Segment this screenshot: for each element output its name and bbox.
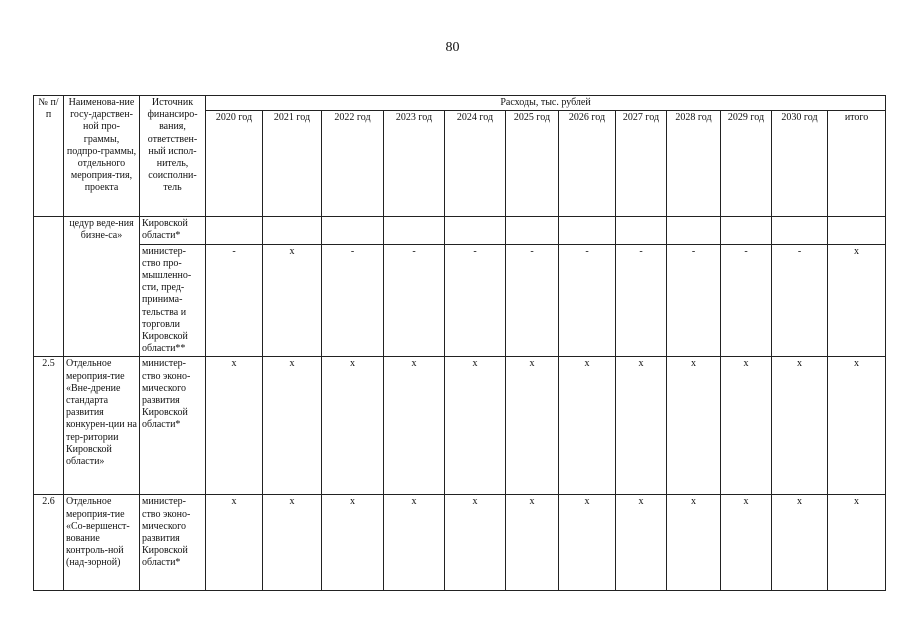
row-number: 2.6: [34, 495, 64, 591]
row-source: министер-ство эконо-мического развития Кировской области*: [140, 357, 206, 495]
header-name: Наименова-ние госу-дарствен-ной про-граммы, подпро-граммы, отдельного мероприя-тия, проекта: [64, 96, 140, 217]
value-cell: [721, 217, 772, 244]
value-cell: [559, 217, 616, 244]
value-cell: [667, 217, 721, 244]
row-name: Отдельное мероприя-тие «Вне-дрение стандарта развития конкурен-ции на тер-ритории Кировской области»: [64, 357, 140, 495]
value-cell: [384, 217, 445, 244]
value-cell: -: [559, 244, 616, 357]
row-source: Кировской области*: [140, 217, 206, 244]
value-cell: -: [616, 244, 667, 357]
header-year: 2028 год: [667, 111, 721, 217]
table-row: [34, 495, 886, 591]
header-total: итого: [828, 111, 886, 217]
header-source: Источник финансиро-вания, ответствен-ный испол-нитель, соисполни-тель: [140, 96, 206, 217]
value-cell: -: [667, 244, 721, 357]
value-cell: [828, 217, 886, 244]
header-year: 2027 год: [616, 111, 667, 217]
value-cell: [206, 217, 263, 244]
header-year: 2022 год: [322, 111, 384, 217]
table-row: [34, 357, 886, 495]
value-cell: x: [322, 495, 384, 591]
value-cell: -: [506, 244, 559, 357]
header-year: 2026 год: [559, 111, 616, 217]
value-cell: x: [559, 357, 616, 495]
value-cell: x: [384, 495, 445, 591]
value-cell: x: [322, 357, 384, 495]
value-cell: x: [772, 495, 828, 591]
value-cell: x: [721, 495, 772, 591]
value-cell: -: [721, 244, 772, 357]
value-cell: [616, 217, 667, 244]
table-row: [34, 217, 886, 244]
table-row: [34, 244, 886, 357]
value-cell: x: [506, 495, 559, 591]
row-number: [34, 217, 64, 357]
value-cell: [506, 217, 559, 244]
header-year: 2029 год: [721, 111, 772, 217]
value-cell: x: [667, 495, 721, 591]
value-cell: x: [616, 495, 667, 591]
value-cell: x: [263, 357, 322, 495]
header-year: 2030 год: [772, 111, 828, 217]
value-cell: x: [445, 357, 506, 495]
value-cell: -: [206, 244, 263, 357]
row-name: цедур веде-ния бизне-са»: [64, 217, 140, 357]
value-cell: [322, 217, 384, 244]
header-year: 2020 год: [206, 111, 263, 217]
value-cell: x: [828, 244, 886, 357]
value-cell: -: [772, 244, 828, 357]
header-no: № п/п: [34, 96, 64, 217]
value-cell: x: [206, 357, 263, 495]
value-cell: x: [263, 495, 322, 591]
value-cell: x: [667, 357, 721, 495]
value-cell: [263, 217, 322, 244]
row-source: министер-ство эконо-мического развития Кировской области*: [140, 495, 206, 591]
value-cell: x: [384, 357, 445, 495]
row-number: 2.5: [34, 357, 64, 495]
value-cell: x: [559, 495, 616, 591]
value-cell: x: [263, 244, 322, 357]
value-cell: x: [206, 495, 263, 591]
value-cell: -: [445, 244, 506, 357]
value-cell: [772, 217, 828, 244]
value-cell: -: [322, 244, 384, 357]
value-cell: x: [828, 357, 886, 495]
header-year: 2025 год: [506, 111, 559, 217]
value-cell: x: [721, 357, 772, 495]
header-year: 2023 год: [384, 111, 445, 217]
value-cell: [445, 217, 506, 244]
header-year: 2024 год: [445, 111, 506, 217]
expenses-table: [33, 95, 886, 591]
row-name: Отдельное мероприя-тие «Со-вершенст-вование контроль-ной (над-зорной): [64, 495, 140, 591]
row-source: министер-ство про-мышленно-сти, пред-принима-тельства и торговли Кировской области**: [140, 244, 206, 357]
value-cell: x: [506, 357, 559, 495]
value-cell: x: [828, 495, 886, 591]
value-cell: x: [445, 495, 506, 591]
value-cell: x: [616, 357, 667, 495]
header-year: 2021 год: [263, 111, 322, 217]
header-expenses: Расходы, тыс. рублей: [206, 96, 886, 111]
page-number: 80: [445, 40, 460, 55]
value-cell: x: [772, 357, 828, 495]
value-cell: -: [384, 244, 445, 357]
